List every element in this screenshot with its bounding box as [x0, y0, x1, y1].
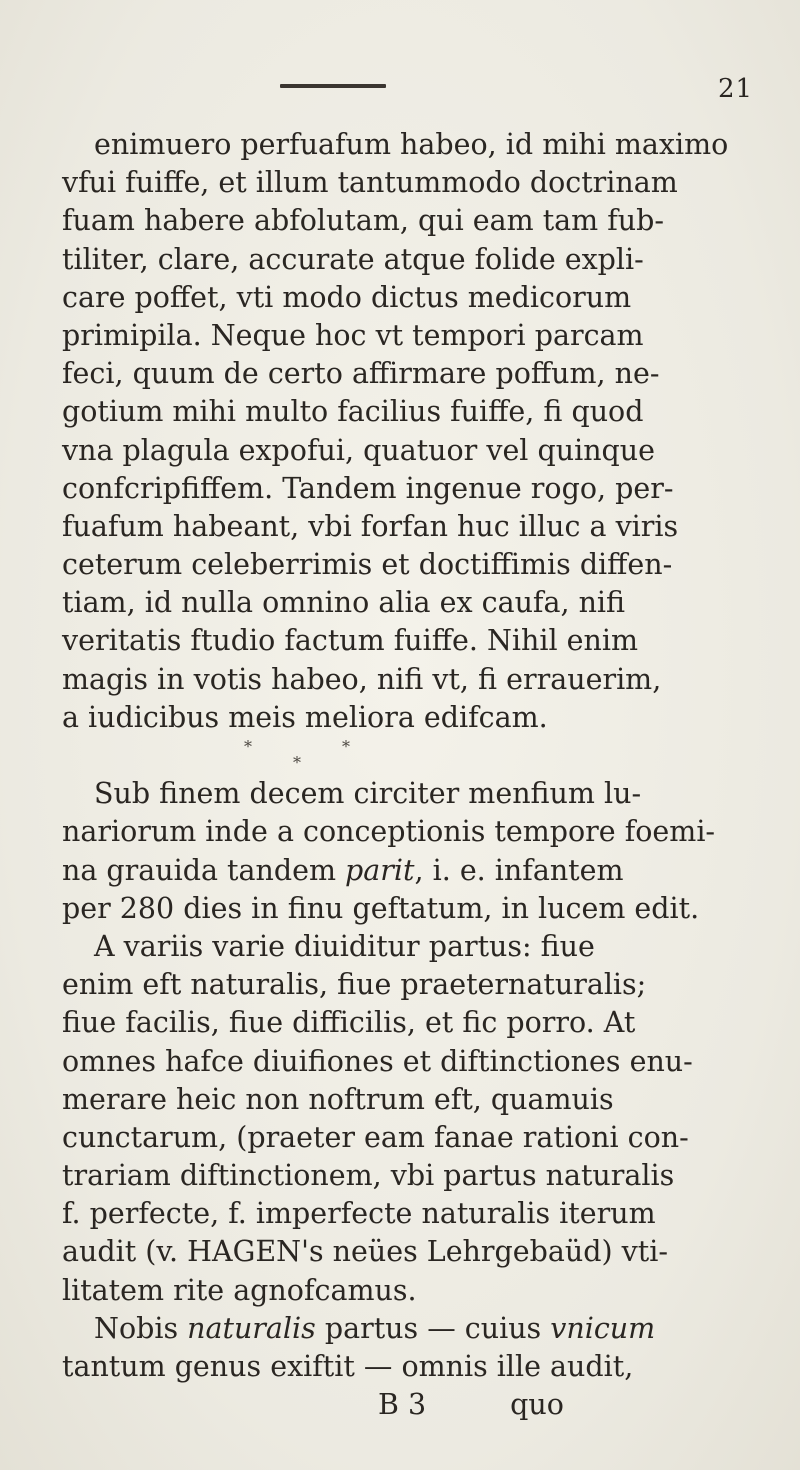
asterisk: *	[342, 737, 350, 756]
text-line: veritatis ftudio factum fuiffe. Nihil enim	[62, 624, 639, 658]
text-line: enim eft naturalis, fiue praeternaturalis;	[62, 968, 647, 1002]
asterisk: *	[244, 737, 252, 756]
text-line: nariorum inde a conceptionis tempore foemi-	[62, 815, 716, 849]
header-rule	[280, 84, 386, 88]
text-line: cunctarum, (praeter eam fanae rationi con-	[62, 1120, 689, 1154]
italic-word: vnicum	[550, 1311, 656, 1345]
catchword: quo	[510, 1388, 564, 1422]
text-line	[62, 1310, 722, 1348]
text-line	[62, 852, 722, 890]
text-run: Nobis	[94, 1311, 179, 1345]
text-line: feci, quum de certo affirmare poffum, ne-	[62, 357, 660, 391]
text-line: fuafum habeant, vbi forfan huc illuc a viris	[62, 509, 679, 543]
text-line: ceterum celeberrimis et doctiffimis diffen-	[62, 548, 673, 582]
text-line: vfui fuiffe, et illum tantummodo doctrinam	[62, 166, 678, 200]
text-run: partus — cuius	[324, 1311, 542, 1345]
text-line: tiliter, clare, accurate atque folide expli-	[62, 242, 644, 276]
text-line: fuam habere abfolutam, qui eam tam fub-	[62, 204, 665, 238]
asterisk: *	[293, 753, 301, 772]
text-line: gotium mihi multo facilius fuiffe, fi quod	[62, 395, 644, 429]
text-line: primipila. Neque hoc vt tempori parcam	[62, 318, 644, 352]
text-line: tantum genus exiftit — omnis ille audit,	[62, 1350, 634, 1383]
text-line: magis in votis habeo, nifi vt, fi errauerim,	[62, 662, 662, 696]
asterism	[62, 737, 722, 775]
text-line: confcripfiffem. Tandem ingenue rogo, per-	[62, 471, 674, 505]
text-line: A variis varie diuiditur partus: fiue	[94, 929, 595, 963]
text-line: fiue facilis, fiue difficilis, et fic porro. At	[62, 1006, 636, 1040]
text-block	[62, 126, 729, 1424]
italic-word: naturalis	[187, 1311, 316, 1345]
text-line: omnes hafce diuifiones et diftinctiones enu-	[62, 1044, 693, 1078]
text-line: merare heic non noftrum eft, quamuis	[62, 1082, 614, 1116]
footer-line	[62, 1386, 722, 1424]
text-line: vna plagula expofui, quatuor vel quinque	[62, 433, 656, 467]
text-line: care poffet, vti modo dictus medicorum	[62, 280, 632, 314]
text-line: audit (v. HAGEN's neües Lehrgebaüd) vti-	[62, 1235, 668, 1269]
text-line: a iudicibus meis meliora edifcam.	[62, 700, 548, 734]
text-run: , i. e. infantem	[414, 853, 624, 887]
italic-word: parit	[345, 853, 415, 887]
page-number: 21	[718, 74, 754, 104]
text-line: trariam diftinctionem, vbi partus naturalis	[62, 1159, 675, 1193]
text-line: litatem rite agnofcamus.	[62, 1273, 417, 1307]
text-run: na grauida tandem	[62, 853, 336, 887]
text-line: per 280 dies in finu geftatum, in lucem edit.	[62, 891, 700, 925]
text-line: tiam, id nulla omnino alia ex caufa, nifi	[62, 586, 626, 620]
text-line: f. perfecte, f. imperfecte naturalis iterum	[62, 1197, 656, 1231]
signature-mark: B 3	[378, 1388, 427, 1422]
text-line: enimuero perfuafum habeo, id mihi maximo	[94, 128, 729, 161]
text-line: Sub finem decem circiter menfium lu-	[94, 777, 642, 811]
